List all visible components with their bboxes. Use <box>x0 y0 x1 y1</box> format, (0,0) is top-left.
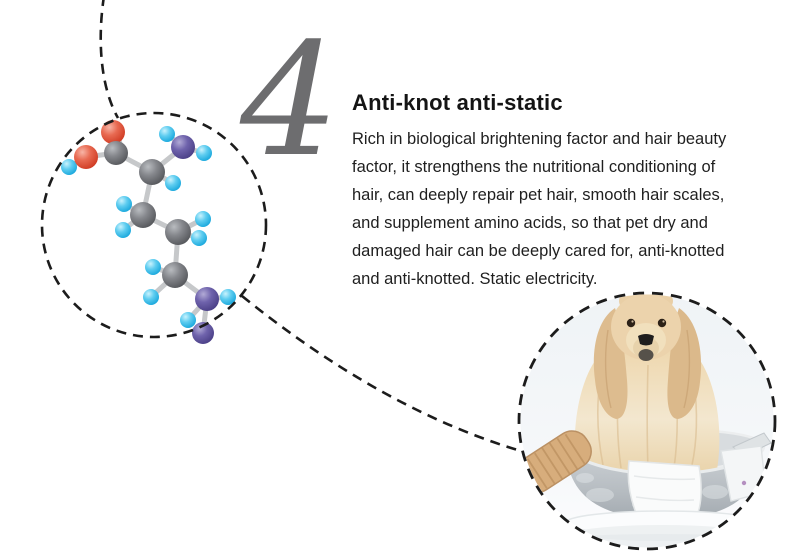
hydrogen-atom <box>195 211 211 227</box>
dog-photo-illustration <box>508 286 777 551</box>
decorative-dashed-arc-top-left <box>101 0 118 118</box>
dog-left-eye <box>627 319 635 327</box>
oxygen-atom <box>74 145 98 169</box>
eye-glint <box>631 320 633 322</box>
feature-body-line: Rich in biological brightening factor and hair beauty <box>352 130 727 148</box>
hydrogen-atom <box>180 312 196 328</box>
feature-body-line: hair, can deeply repair pet hair, smooth hair scales, <box>352 186 725 204</box>
carbon-atom <box>104 141 128 165</box>
feature-body-line: damaged hair can be deeply cared for, anti-knotted <box>352 242 725 260</box>
decorative-dashed-connector-arc <box>242 296 521 451</box>
cloth-label-mark <box>742 481 746 485</box>
hydrogen-atom <box>159 126 175 142</box>
hydrogen-atom <box>196 145 212 161</box>
molecule-illustration <box>42 113 266 344</box>
carbon-atom <box>139 159 165 185</box>
hydrogen-atom <box>191 230 207 246</box>
carbon-atom <box>130 202 156 228</box>
nitrogen-atom <box>195 287 219 311</box>
hydrogen-atom <box>145 259 161 275</box>
ground-shadow <box>556 534 764 548</box>
dog-nose <box>638 334 654 346</box>
dog-mouth <box>639 349 654 361</box>
hydrogen-atom <box>165 175 181 191</box>
molecule-atoms <box>61 120 236 344</box>
hydrogen-atom <box>116 196 132 212</box>
hydrogen-atom <box>115 222 131 238</box>
dog-right-eye <box>658 319 666 327</box>
eye-glint <box>662 320 664 322</box>
carbon-atom <box>162 262 188 288</box>
hydrogen-atom <box>143 289 159 305</box>
towel <box>628 461 701 517</box>
feature-body-line: factor, it strengthens the nutritional conditioning of <box>352 158 716 176</box>
feature-body-line: and supplement amino acids, so that pet dry and <box>352 214 708 232</box>
feature-body-line: and anti-knotted. Static electricity. <box>352 270 598 288</box>
nitrogen-atom <box>171 135 195 159</box>
hydrogen-atom <box>61 159 77 175</box>
feature-number: 4 <box>240 9 340 191</box>
carbon-atom <box>165 219 191 245</box>
feature-heading: Anti-knot anti-static <box>352 90 563 115</box>
